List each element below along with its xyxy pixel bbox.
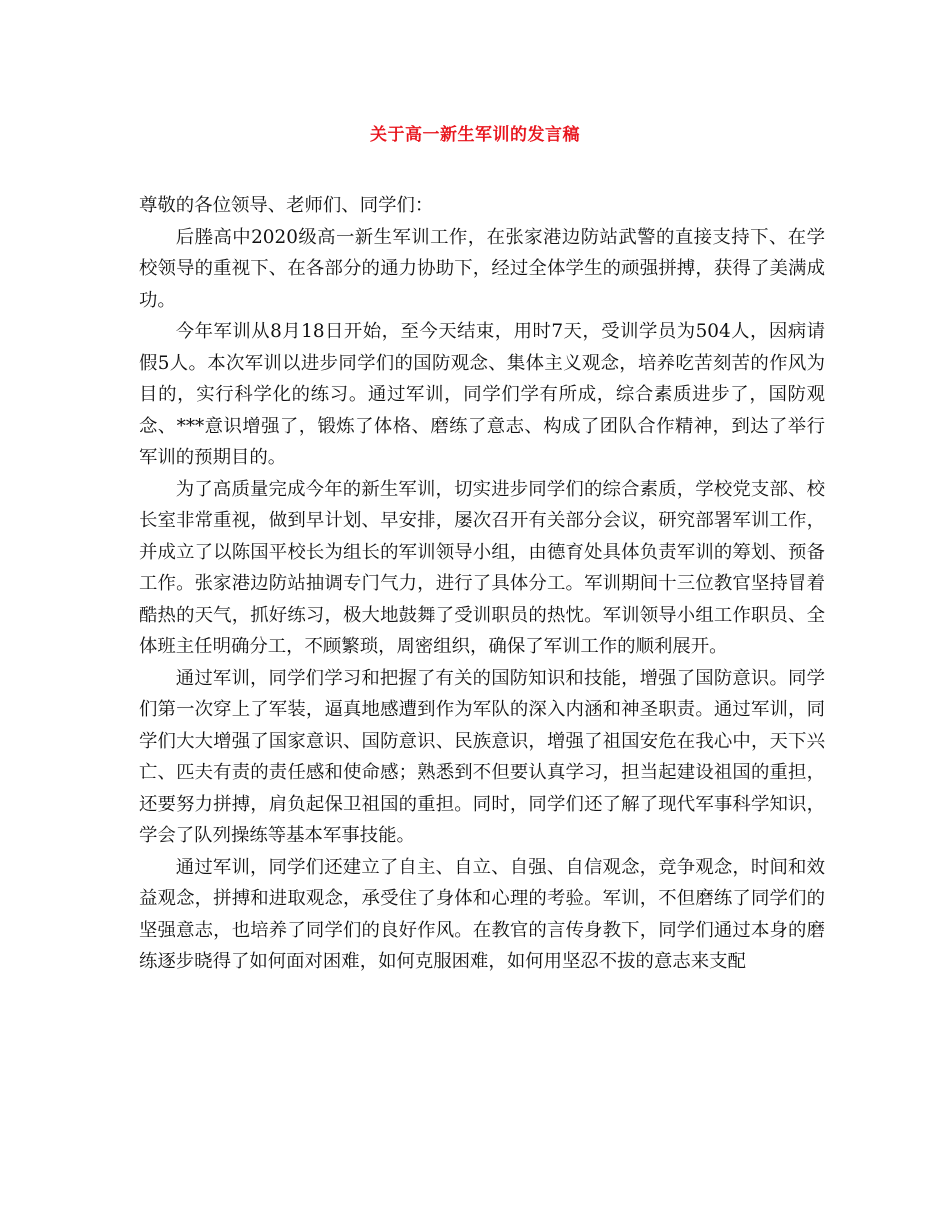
salutation: 尊敬的各位领导、老师们、同学们：	[139, 195, 434, 216]
document-title: 关于高一新生军训的发言稿	[370, 125, 580, 145]
paragraph-3: 为了高质量完成今年的新生军训，切实进步同学们的综合素质，学校党支部、校长室非常重视，做到早计划、早安排，屡次召开有关部分会议，研究部署军训工作，并成立了以陈国平校长为组长的军训领导小组，由德育处具体负责军训的筹划、预备工作。张家港边防站抽调专门气力，进行了具体分工。军训期间十三位教官坚持冒着酷热的天气，抓好练习，极大地鼓舞了受训职员的热忱。军训领导小组工作职员、全体班主任明确分工，不顾繁琐，周密组织，确保了军训工作的顺利展开。	[139, 478, 825, 657]
document-body	[139, 190, 825, 978]
paragraph-4: 通过军训，同学们学习和把握了有关的国防知识和技能，增强了国防意识。同学们第一次穿上了军装，逼真地感遭到作为军队的深入内涵和神圣职责。通过军训，同学们大大增强了国家意识、国防意识、民族意识，增强了祖国安危在我心中，天下兴亡、匹夫有责的责任感和使命感；熟悉到不但要认真学习，担当起建设祖国的重担，还要努力拼搏，肩负起保卫祖国的重担。同时，同学们还了解了现代军事科学知识，学会了队列操练等基本军事技能。	[139, 667, 825, 846]
paragraph-5: 通过军训，同学们还建立了自主、自立、自强、自信观念，竞争观念，时间和效益观念，拼搏和进取观念，承受住了身体和心理的考验。军训，不但磨练了同学们的坚强意志，也培养了同学们的良好作风。在教官的言传身教下，同学们通过本身的磨练逐步晓得了如何面对困难，如何克服困难，如何用坚忍不拔的意志来支配	[139, 856, 825, 972]
paragraph-2: 今年军训从8月18日开始，至今天结束，用时7天，受训学员为504人，因病请假5人。本次军训以进步同学们的国防观念、集体主义观念，培养吃苦刻苦的作风为目的，实行科学化的练习。通过军训，同学们学有所成，综合素质进步了，国防观念、***意识增强了，锻炼了体格、磨练了意志、构成了团队合作精神，到达了举行军训的预期目的。	[139, 321, 825, 468]
paragraph-1: 后塍高中2020级高一新生军训工作，在张家港边防站武警的直接支持下、在学校领导的重视下、在各部分的通力协助下，经过全体学生的顽强拼搏，获得了美满成功。	[139, 226, 825, 311]
